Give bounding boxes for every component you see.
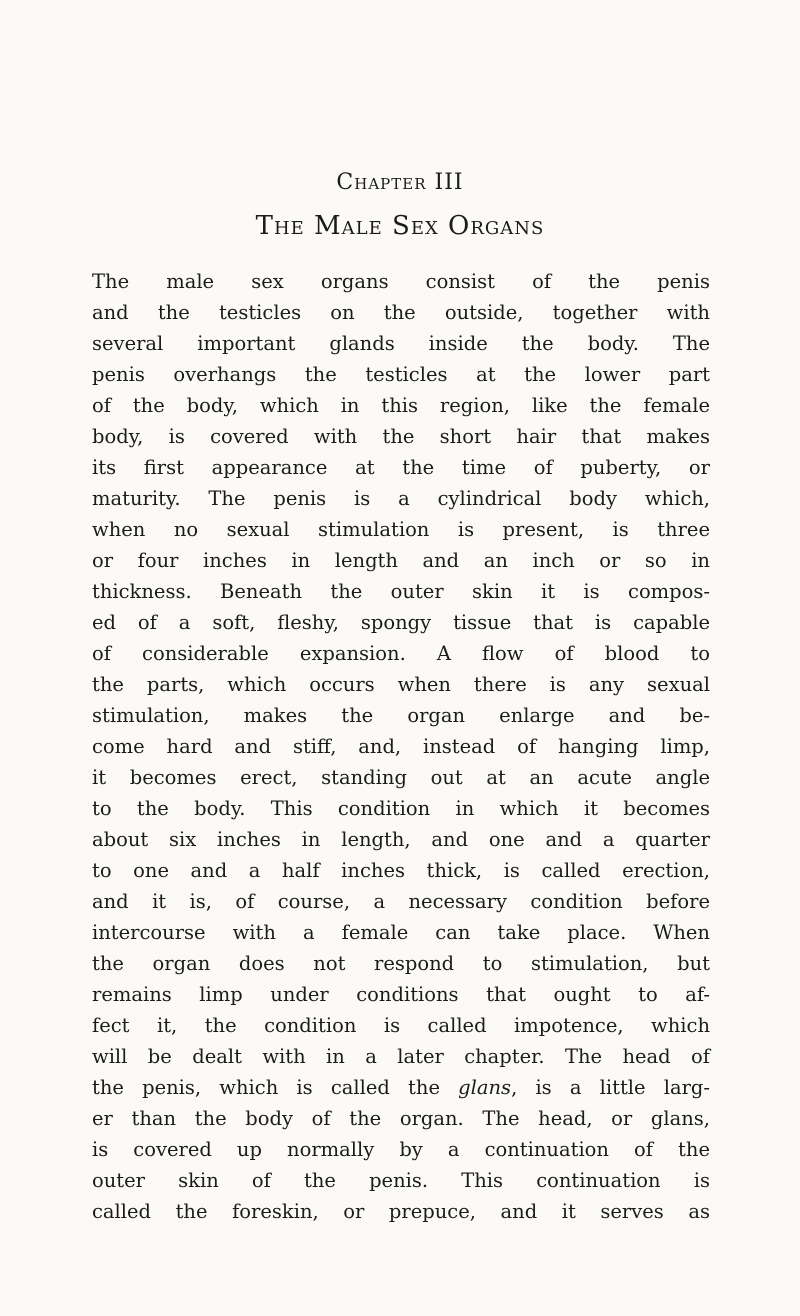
text-line: penis overhangs the testicles at the lower part — [92, 363, 710, 386]
text-line: or four inches in length and an inch or so in — [92, 549, 710, 572]
chapter-label: Chapter III — [336, 170, 464, 195]
text-segment: , is a little larg- — [511, 1076, 710, 1099]
text-line: when no sexual stimulation is present, is three — [92, 518, 710, 541]
text-line: and the testicles on the outside, together with — [92, 301, 710, 324]
text-line: intercourse with a female can take place. When — [92, 921, 710, 944]
text-line: the organ does not respond to stimulation, but — [92, 952, 710, 975]
text-line: maturity. The penis is a cylindrical body which, — [92, 487, 710, 510]
text-line: outer skin of the penis. This continuation is — [92, 1169, 710, 1192]
chapter-title: The Male Sex Organs — [255, 211, 545, 241]
italic-term-glans: glans — [458, 1076, 512, 1099]
text-line: thickness. Beneath the outer skin it is compos- — [92, 580, 710, 603]
text-line: of the body, which in this region, like the female — [92, 394, 710, 417]
text-line: the parts, which occurs when there is any sexual — [92, 673, 710, 696]
text-line: it becomes erect, standing out at an acute angle — [92, 766, 710, 789]
text-line: and it is, of course, a necessary condition before — [92, 890, 710, 913]
text-line: several important glands inside the body. The — [92, 332, 710, 355]
text-line: called the foreskin, or prepuce, and it serves as — [92, 1200, 710, 1223]
text-line: to the body. This condition in which it becomes — [92, 797, 710, 820]
text-line: fect it, the condition is called impotence, which — [92, 1014, 710, 1037]
body-paragraph — [92, 266, 710, 1227]
text-line: remains limp under conditions that ought to af- — [92, 983, 710, 1006]
text-line: its first appearance at the time of puberty, or — [92, 456, 710, 479]
text-line: er than the body of the organ. The head, or glans, — [92, 1107, 710, 1130]
text-line: is covered up normally by a continuation of the — [92, 1138, 710, 1161]
text-line: about six inches in length, and one and a quarter — [92, 828, 710, 851]
text-line: come hard and stiff, and, instead of hanging limp, — [92, 735, 710, 758]
text-line: body, is covered with the short hair that makes — [92, 425, 710, 448]
text-segment: the penis, which is called the — [92, 1076, 459, 1099]
text-line: will be dealt with in a later chapter. The head of — [92, 1045, 710, 1068]
text-line-glans — [92, 1072, 710, 1103]
text-line: The male sex organs consist of the penis — [92, 270, 710, 293]
text-line: of considerable expansion. A flow of blood to — [92, 642, 710, 665]
text-line: to one and a half inches thick, is called erection, — [92, 859, 710, 882]
text-line: stimulation, makes the organ enlarge and be- — [92, 704, 710, 727]
text-line: ed of a soft, fleshy, spongy tissue that is capable — [92, 611, 710, 634]
